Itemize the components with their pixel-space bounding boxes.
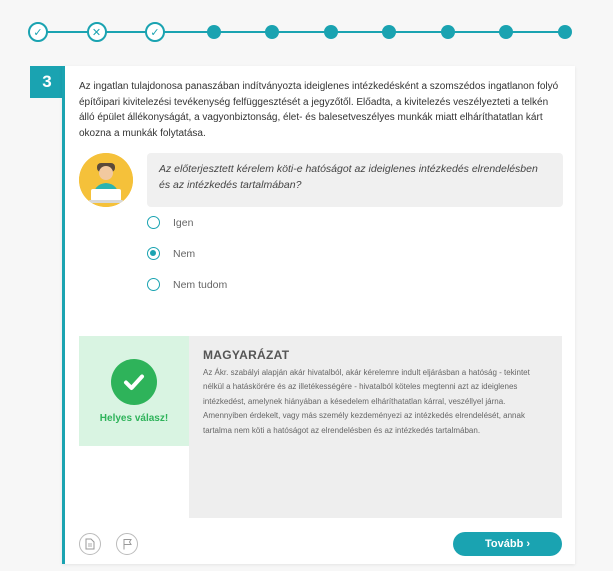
- progress-step: [382, 25, 396, 39]
- scenario-text: Az ingatlan tulajdonosa panaszában indítványozta ideiglenes intézkedésként a szomszédos ingatlanon folyó építőipari kivitelezési tevékenység felfüggesztését a jegyzőtől. Előadta, a kivitelezés veszélyezteti a telkén álló épület állékonyságát, a vagyonbiztonság, élet- és balesetveszélyes munkák miatt elháríthatatlan kárt okozna a munkák folytatása.: [79, 81, 559, 139]
- person-at-laptop-icon: [79, 153, 133, 207]
- progress-step: [324, 25, 338, 39]
- progress-step: [441, 25, 455, 39]
- answer-option[interactable]: [147, 278, 227, 291]
- question-number: 3: [30, 66, 64, 98]
- flag-button[interactable]: [116, 533, 138, 555]
- question-prompt: Az előterjesztett kérelem köti-e hatóságot az ideiglenes intézkedés elrendelésben és az intézkedés tartalmában?: [147, 153, 563, 207]
- explanation-text: Az Ákr. szabályi alapján akár hivatalból, akár kérelemre indult eljárásban a hatóság - tekintet nélkül a hatáskörére és az illetékességére - hivatalból köteles megtenni azt az ideiglenes intézkedést, amelynek hiányában a késedelem elháríthatatlan kárral, veszéllyel járna. Amennyiben érdekelt, vagy más személy kezdeményezi az intézkedés elrendelését, annak tartalma nem köti a hatóságot az elrendelésben és az intézkedés tartalmában.: [203, 368, 530, 435]
- next-button[interactable]: [453, 532, 562, 556]
- close-icon: ✕: [91, 25, 102, 39]
- answer-label: Nem tudom: [173, 278, 228, 291]
- progress-step: [265, 25, 279, 39]
- answer-radio[interactable]: [147, 247, 160, 260]
- notes-button[interactable]: [79, 533, 101, 555]
- answer-label: Igen: [173, 216, 194, 229]
- question-card: [62, 66, 575, 564]
- progress-step: [145, 22, 165, 42]
- success-check-icon: [111, 359, 157, 405]
- answer-radio[interactable]: [147, 278, 160, 291]
- progress-stepper: [22, 18, 578, 46]
- progress-step: [87, 22, 107, 42]
- flag-icon: [122, 538, 133, 550]
- progress-step: [558, 25, 572, 39]
- result-status: [79, 336, 189, 446]
- check-icon: ✓: [33, 25, 43, 39]
- explanation-box: [189, 336, 562, 518]
- next-button-label: Tovább: [485, 538, 524, 550]
- check-icon: ✓: [150, 25, 160, 39]
- answer-option[interactable]: [147, 216, 193, 229]
- avatar: [79, 153, 133, 207]
- progress-step: [28, 22, 48, 42]
- progress-step: [499, 25, 513, 39]
- chevron-right-icon: ›: [526, 538, 530, 550]
- answer-label: Nem: [173, 247, 196, 260]
- answer-radio[interactable]: [147, 216, 160, 229]
- answer-option[interactable]: [147, 247, 195, 260]
- progress-line: [38, 31, 566, 33]
- document-icon: [85, 538, 95, 550]
- explanation-title: MAGYARÁZAT: [203, 348, 290, 362]
- result-panel: [79, 336, 561, 518]
- result-label: Helyes válasz!: [99, 412, 169, 424]
- progress-step: [207, 25, 221, 39]
